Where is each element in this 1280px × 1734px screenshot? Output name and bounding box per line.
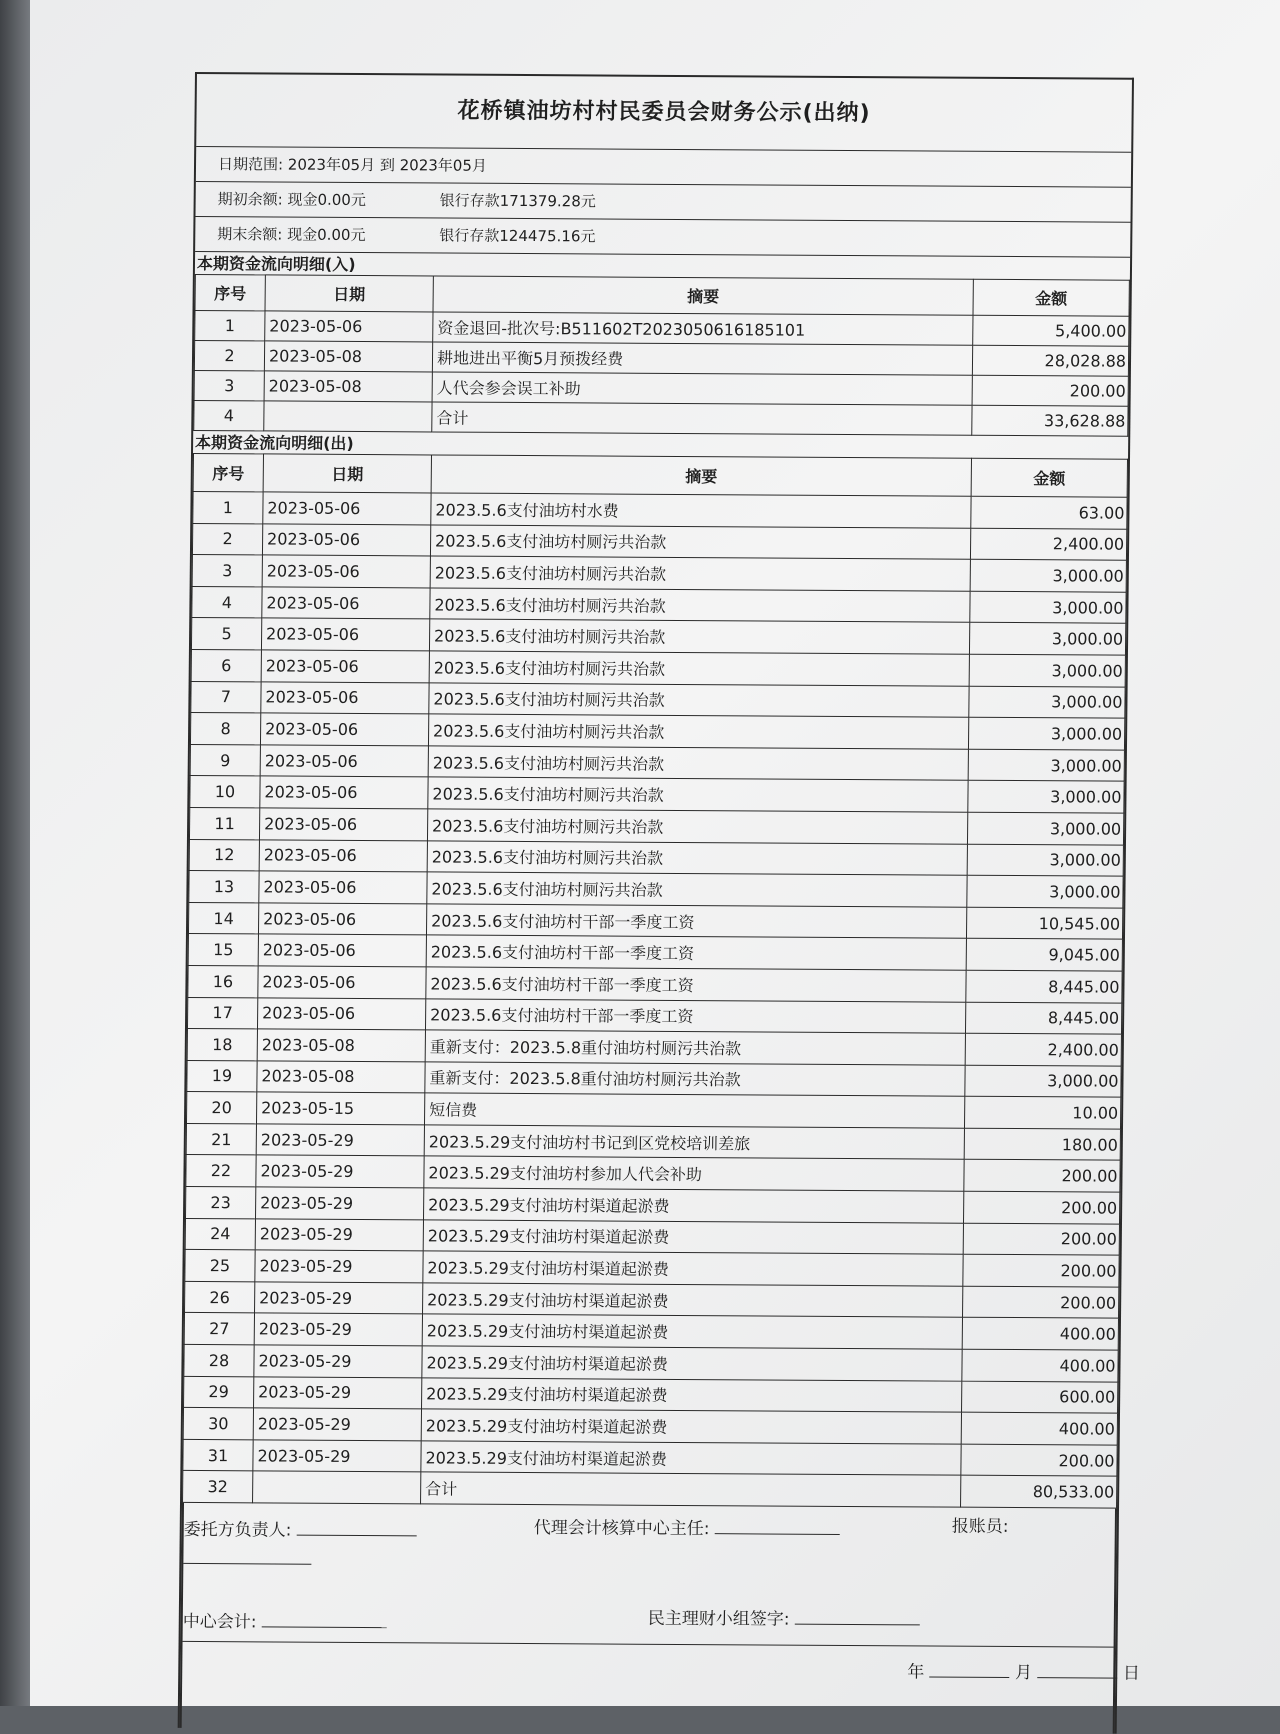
- row-date: 2023-05-06: [258, 934, 426, 967]
- row-number: 6: [191, 649, 261, 681]
- principal-signature: [184, 1515, 417, 1541]
- row-date: 2023-05-06: [261, 681, 429, 714]
- row-date: 2023-05-08: [257, 1061, 425, 1094]
- header-date: 日期: [263, 454, 431, 493]
- bookkeeper-signature: [952, 1512, 1009, 1537]
- row-description: 2023.5.6支付油坊村厕污共治款: [427, 872, 967, 907]
- closing-cash: 期末余额: 现金0.00元: [217, 225, 366, 245]
- row-number: 17: [187, 997, 257, 1029]
- row-number: 9: [190, 744, 260, 776]
- row-amount: 200.00: [963, 1191, 1119, 1224]
- row-description: 2023.5.6支付油坊村厕污共治款: [427, 840, 967, 875]
- row-amount: 3,000.00: [970, 591, 1126, 624]
- row-amount: 3,000.00: [968, 717, 1124, 750]
- row-amount: 400.00: [962, 1318, 1118, 1351]
- row-date: 2023-05-06: [263, 492, 431, 525]
- row-description: 合计: [421, 1472, 961, 1507]
- row-number: 1: [193, 491, 263, 523]
- row-description: 2023.5.29支付油坊村渠道起淤费: [421, 1409, 961, 1444]
- date-line: [907, 1657, 1140, 1683]
- row-number: 30: [183, 1408, 253, 1440]
- row-amount: 8,445.00: [965, 1002, 1121, 1035]
- director-label: 代理会计核算中心主任:: [533, 1518, 710, 1540]
- row-description: 2023.5.6支付油坊村厕污共治款: [430, 525, 970, 560]
- signature-line: [715, 1519, 840, 1535]
- row-date: 2023-05-29: [254, 1376, 422, 1409]
- income-section-title: 本期资金流向明细(入): [196, 254, 356, 274]
- director-signature: [534, 1513, 840, 1540]
- row-number: 21: [186, 1123, 256, 1155]
- row-amount: 3,000.00: [967, 812, 1123, 845]
- opening-balance-row: [195, 182, 1130, 223]
- row-description: 2023.5.29支付油坊村书记到区党校培训差旅: [424, 1125, 964, 1160]
- row-date: 2023-05-08: [264, 371, 432, 402]
- row-description: 合计: [432, 402, 972, 435]
- row-number: 3: [192, 555, 262, 587]
- row-number: 31: [183, 1439, 253, 1471]
- header-no: 序号: [195, 275, 265, 311]
- row-description: 耕地进出平衡5月预拨经费: [432, 342, 972, 375]
- row-date: 2023-05-06: [259, 871, 427, 904]
- row-date: 2023-05-06: [260, 745, 428, 778]
- row-number: 18: [187, 1029, 257, 1061]
- row-number: 22: [186, 1155, 256, 1187]
- row-amount: 3,000.00: [968, 749, 1124, 782]
- row-description: 2023.5.6支付油坊村厕污共治款: [428, 714, 968, 749]
- row-date: 2023-05-06: [261, 650, 429, 683]
- row-description: 2023.5.6支付油坊村水费: [431, 493, 971, 528]
- row-date: 2023-05-06: [262, 524, 430, 557]
- income-rows: [194, 311, 1129, 437]
- year-label: 年: [907, 1662, 925, 1683]
- row-amount: 180.00: [964, 1128, 1120, 1161]
- row-amount: 3,000.00: [967, 875, 1123, 908]
- row-date: 2023-05-06: [259, 839, 427, 872]
- row-amount: 3,000.00: [965, 1065, 1121, 1098]
- row-number: 16: [188, 965, 258, 997]
- divider: [183, 1563, 311, 1565]
- closing-balance-row: [195, 217, 1130, 258]
- signature-line: [262, 1612, 387, 1628]
- row-amount: 200.00: [972, 375, 1128, 406]
- income-table: [193, 274, 1130, 437]
- row-amount: 3,000.00: [968, 781, 1124, 814]
- finance-disclosure-form: [178, 72, 1141, 1734]
- row-date: 2023-05-06: [262, 587, 430, 620]
- row-description: 2023.5.29支付油坊村渠道起淤费: [423, 1283, 963, 1318]
- row-amount: 200.00: [963, 1254, 1119, 1287]
- row-amount: 2,400.00: [965, 1033, 1121, 1066]
- row-number: 4: [192, 586, 262, 618]
- month-label: 月: [1014, 1663, 1033, 1684]
- row-amount: 28,028.88: [972, 345, 1128, 376]
- form-title: 花桥镇油坊村村民委员会财务公示(出纳): [196, 74, 1132, 153]
- row-date: 2023-05-06: [262, 555, 430, 588]
- expense-table: [182, 453, 1128, 1509]
- expense-rows: [183, 491, 1128, 1508]
- row-description: 2023.5.6支付油坊村干部一季度工资: [426, 935, 966, 970]
- row-amount: 600.00: [962, 1381, 1118, 1414]
- row-description: 重新支付：2023.5.8重付油坊村厕污共治款: [425, 1030, 965, 1065]
- row-date: 2023-05-15: [256, 1092, 424, 1125]
- row-date: 2023-05-06: [260, 776, 428, 809]
- closing-bank: 银行存款124475.16元: [439, 226, 596, 246]
- header-amount: 金额: [971, 458, 1127, 497]
- row-description: 2023.5.6支付油坊村干部一季度工资: [425, 998, 965, 1033]
- row-description: 2023.5.6支付油坊村干部一季度工资: [426, 904, 966, 939]
- row-date: 2023-05-06: [258, 903, 426, 936]
- bookkeeper-label: 报账员:: [951, 1516, 1009, 1537]
- row-description: 短信费: [424, 1093, 964, 1128]
- row-description: 2023.5.29支付油坊村渠道起淤费: [422, 1346, 962, 1381]
- row-date: [264, 401, 432, 432]
- row-amount: 200.00: [961, 1444, 1117, 1477]
- row-number: 26: [185, 1281, 255, 1313]
- row-description: 2023.5.6支付油坊村干部一季度工资: [426, 967, 966, 1002]
- row-date: 2023-05-06: [261, 618, 429, 651]
- row-amount: 400.00: [962, 1349, 1118, 1382]
- date-range-row: [196, 147, 1131, 188]
- row-number: 28: [184, 1344, 254, 1376]
- row-amount: 3,000.00: [969, 654, 1125, 687]
- row-amount: 400.00: [961, 1412, 1117, 1445]
- table-row: [194, 400, 1128, 436]
- row-amount: 200.00: [963, 1223, 1119, 1256]
- signature-line: [795, 1610, 920, 1626]
- table-row: [183, 1471, 1117, 1508]
- divider: [183, 1641, 1114, 1648]
- row-number: 20: [186, 1092, 256, 1124]
- row-number: 11: [189, 807, 259, 839]
- row-number: 25: [185, 1250, 255, 1282]
- row-description: 2023.5.6支付油坊村厕污共治款: [429, 651, 969, 686]
- row-description: 2023.5.29支付油坊村参加人代会补助: [424, 1156, 964, 1191]
- header-amount: 金额: [973, 279, 1129, 316]
- expense-section-title: 本期资金流向明细(出): [195, 433, 354, 453]
- row-date: 2023-05-29: [253, 1408, 421, 1441]
- row-description: 2023.5.29支付油坊村渠道起淤费: [423, 1251, 963, 1286]
- row-date: 2023-05-06: [265, 311, 433, 342]
- row-date: 2023-05-08: [264, 341, 432, 372]
- row-date: 2023-05-29: [255, 1219, 423, 1252]
- row-number: 12: [189, 839, 259, 871]
- row-description: 2023.5.6支付油坊村厕污共治款: [429, 682, 969, 717]
- row-date: 2023-05-29: [255, 1282, 423, 1315]
- row-date: 2023-05-08: [257, 1029, 425, 1062]
- row-date: 2023-05-29: [255, 1250, 423, 1283]
- row-description: 人代会参会误工补助: [432, 372, 972, 405]
- row-description: 2023.5.6支付油坊村厕污共治款: [430, 556, 970, 591]
- row-amount: 200.00: [964, 1160, 1120, 1193]
- row-date: 2023-05-29: [256, 1155, 424, 1188]
- row-number: 8: [190, 713, 260, 745]
- day-label: 日: [1122, 1663, 1141, 1684]
- signature-line: [930, 1662, 1010, 1677]
- opening-cash: 期初余额: 现金0.00元: [217, 190, 366, 210]
- row-description: 2023.5.6支付油坊村厕污共治款: [427, 809, 967, 844]
- row-amount: 2,400.00: [970, 528, 1126, 561]
- row-number: 1: [195, 311, 265, 341]
- row-amount: 10,545.00: [966, 907, 1122, 940]
- row-number: 14: [188, 902, 258, 934]
- row-number: 13: [189, 871, 259, 903]
- row-description: 2023.5.6支付油坊村厕污共治款: [429, 619, 969, 654]
- header-desc: 摘要: [431, 455, 971, 496]
- row-date: 2023-05-06: [258, 966, 426, 999]
- row-number: 29: [184, 1376, 254, 1408]
- row-number: 19: [187, 1060, 257, 1092]
- row-description: 资金退回-批次号:B511602T2023050616185101: [433, 312, 973, 345]
- header-desc: 摘要: [433, 276, 973, 315]
- row-number: 4: [194, 400, 264, 430]
- row-amount: 200.00: [963, 1286, 1119, 1319]
- row-number: 7: [191, 681, 261, 713]
- row-date: 2023-05-29: [255, 1187, 423, 1220]
- row-amount: 80,533.00: [961, 1476, 1117, 1509]
- row-description: 2023.5.6支付油坊村厕污共治款: [430, 588, 970, 623]
- row-description: 2023.5.6支付油坊村厕污共治款: [428, 777, 968, 812]
- income-header-row: [195, 275, 1129, 317]
- row-amount: 3,000.00: [970, 559, 1126, 592]
- header-no: 序号: [193, 453, 263, 491]
- row-amount: 3,000.00: [969, 623, 1125, 656]
- committee-signature: [648, 1604, 920, 1631]
- row-number: 23: [185, 1187, 255, 1219]
- row-date: 2023-05-29: [256, 1124, 424, 1157]
- row-description: 2023.5.29支付油坊村渠道起淤费: [423, 1188, 963, 1223]
- row-amount: 9,045.00: [966, 939, 1122, 972]
- row-number: 24: [185, 1218, 255, 1250]
- row-date: 2023-05-06: [257, 997, 425, 1030]
- row-number: 32: [183, 1471, 253, 1503]
- row-amount: 63.00: [971, 496, 1127, 529]
- date-range: 日期范围: 2023年05月 到 2023年05月: [217, 155, 488, 175]
- row-date: [253, 1471, 421, 1504]
- row-date: 2023-05-29: [254, 1313, 422, 1346]
- row-number: 5: [191, 618, 261, 650]
- signature-line: [1037, 1663, 1117, 1678]
- row-amount: 3,000.00: [969, 686, 1125, 719]
- row-amount: 33,628.88: [972, 405, 1128, 436]
- row-description: 2023.5.29支付油坊村渠道起淤费: [423, 1220, 963, 1255]
- row-description: 2023.5.29支付油坊村渠道起淤费: [421, 1441, 961, 1476]
- row-amount: 5,400.00: [973, 315, 1129, 346]
- row-number: 15: [188, 934, 258, 966]
- row-amount: 8,445.00: [966, 970, 1122, 1003]
- row-description: 2023.5.29支付油坊村渠道起淤费: [422, 1378, 962, 1413]
- principal-label: 委托方负责人:: [183, 1519, 292, 1541]
- committee-label: 民主理财小组签字:: [647, 1608, 790, 1630]
- accountant-signature: [183, 1607, 387, 1633]
- row-number: 3: [194, 370, 264, 400]
- accountant-label: 中心会计:: [182, 1611, 257, 1633]
- row-number: 10: [190, 776, 260, 808]
- paper-sheet: [30, 0, 1280, 1706]
- row-description: 重新支付：2023.5.8重付油坊村厕污共治款: [425, 1062, 965, 1097]
- header-date: 日期: [265, 275, 433, 312]
- row-number: 2: [194, 340, 264, 370]
- row-date: 2023-05-06: [259, 808, 427, 841]
- signature-area: [180, 1503, 1141, 1734]
- row-number: 2: [192, 523, 262, 555]
- expense-header-row: [193, 453, 1127, 497]
- row-description: 2023.5.29支付油坊村渠道起淤费: [422, 1314, 962, 1349]
- row-amount: 3,000.00: [967, 844, 1123, 877]
- opening-bank: 银行存款171379.28元: [439, 191, 596, 211]
- row-number: 27: [184, 1313, 254, 1345]
- row-date: 2023-05-29: [254, 1345, 422, 1378]
- row-amount: 10.00: [964, 1096, 1120, 1129]
- row-date: 2023-05-06: [260, 713, 428, 746]
- row-date: 2023-05-29: [253, 1440, 421, 1473]
- row-description: 2023.5.6支付油坊村厕污共治款: [428, 746, 968, 781]
- signature-line: [297, 1521, 417, 1537]
